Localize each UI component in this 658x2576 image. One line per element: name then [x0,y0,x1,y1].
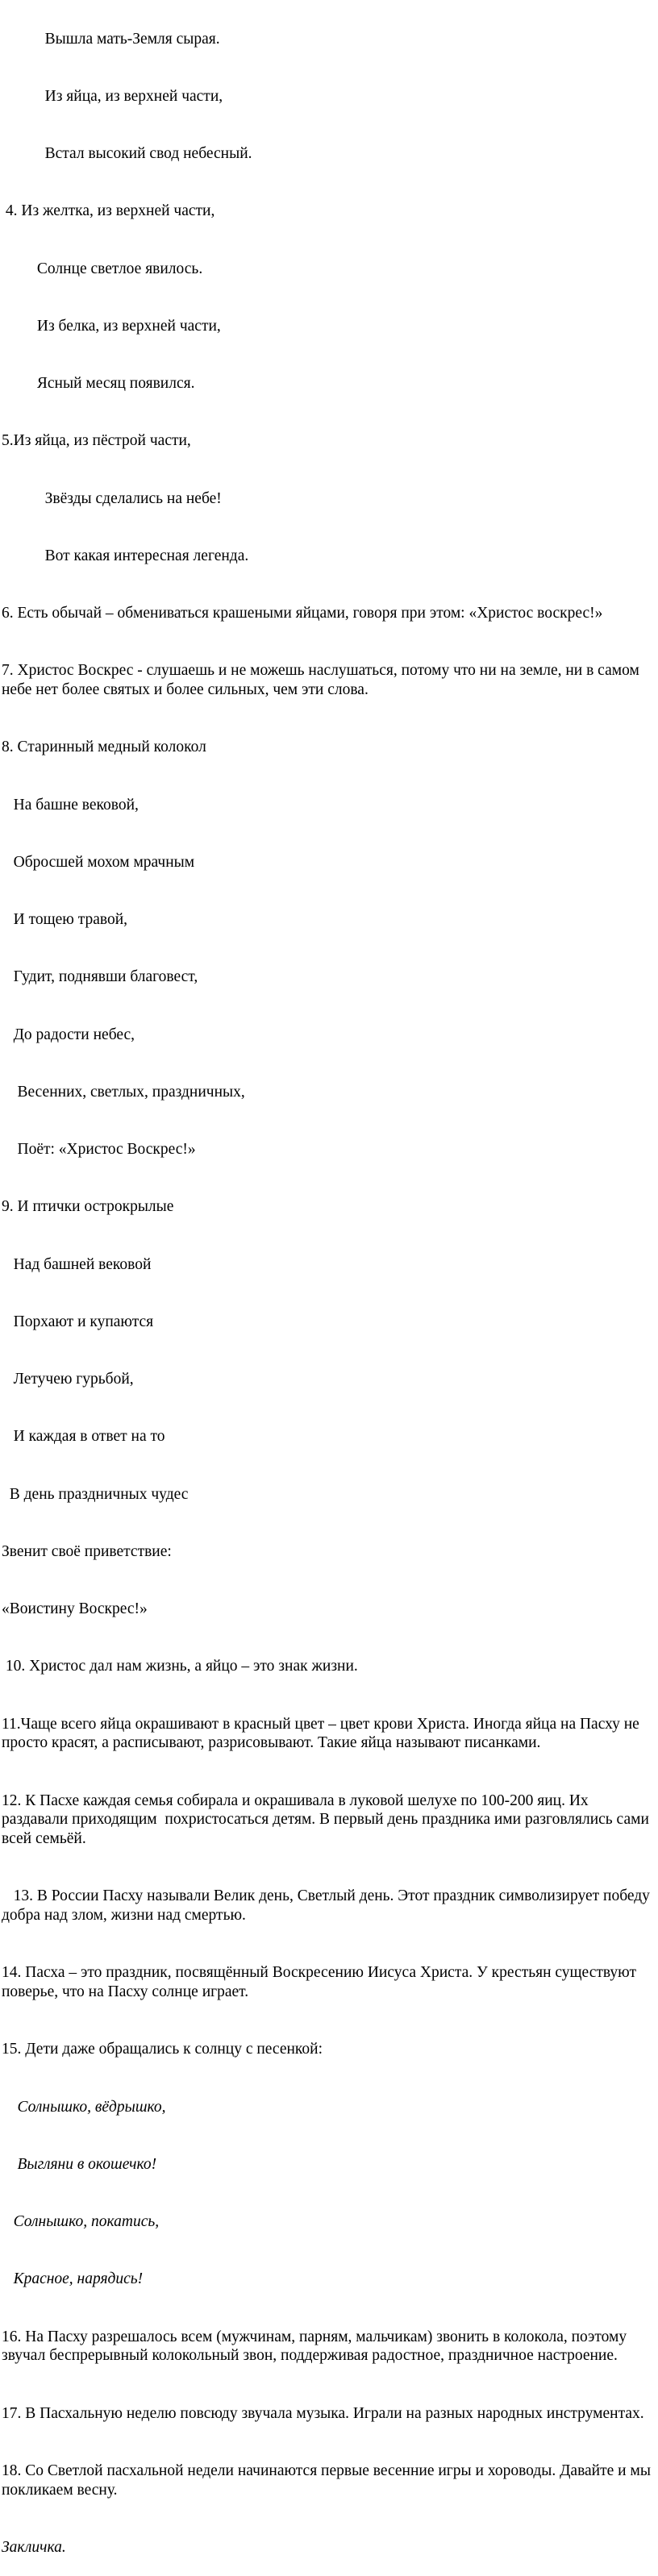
poem-line: Порхают и купаются [2,1313,154,1330]
paragraph: 7. Христос Воскрес - слушаешь и не можешь наслушаться, потому что ни на земле, ни в самом небе нет более святых и более сильных, чем эти слова. [2,662,643,698]
poem-line-numbered: 5.Из яйца, из пёстрой части, [2,432,191,450]
song-line: Выгляни в окошечко! [2,2155,157,2173]
paragraph: 11.Чаще всего яйца окрашивают в красный цвет – цвет крови Христа. Иногда яйца на Пасху не просто красят, а расписывают, разрисовывают. Такие яйца называют писанками. [2,1715,643,1752]
poem-line: Звенит своё приветствие: [2,1542,172,1560]
poem-line: «Воистину Воскрес!» [2,1600,148,1617]
poem-line: Из белка, из верхней части, [2,317,221,335]
paragraph: 12. К Пасхе каждая семья собирала и окрашивала в луковой шелухе по 100-200 яиц. Их раздавали приходящим похристосаться детям. В первый день праздника ими разговлялись сами всей семьёй. [2,1792,653,1847]
paragraph: 17. В Пасхальную неделю повсюду звучала музыка. Играли на разных народных инструментах. [2,2404,644,2422]
song-line: Красное, нарядись! [2,2270,144,2288]
song-line: Солнышко, покатись, [2,2213,160,2230]
poem-line: Из яйца, из верхней части, [2,87,223,105]
poem-line: Поёт: «Христос Воскрес!» [2,1141,196,1158]
poem-line: В день праздничных чудес [2,1485,189,1503]
paragraph: 14. Пасха – это праздник, посвящённый Воскресению Иисуса Христа. У крестьян существуют поверье, что на Пасху солнце играет. [2,1964,640,2000]
poem-line: Вот какая интересная легенда. [2,547,249,564]
section-heading: Закличка. [2,2538,66,2556]
poem-line: Встал высокий свод небесный. [2,145,252,162]
poem-line-numbered: 4. Из желтка, из верхней части, [2,202,215,220]
poem-line: На башне вековой, [2,796,139,814]
poem-line: И каждая в ответ на то [2,1428,165,1446]
poem-line: Летучею гурьбой, [2,1371,134,1388]
song-line: Солнышко, вёдрышко, [2,2098,166,2116]
poem-line: Солнце светлое явилось. [2,260,203,277]
paragraph: 16. На Пасху разрешалось всем (мужчинам, парням, мальчикам) звонить в колокола, поэтому звучал беспрерывный колокольный звон, поддерживая радостное, праздничное настроение. [2,2328,631,2365]
poem-line: До радости небес, [2,1026,135,1043]
poem-line: И тощею травой, [2,911,128,928]
paragraph: 13. В России Пасху называли Велик день, Светлый день. Этот праздник символизирует победу добра над злом, жизни над смертью. [2,1887,654,1924]
poem-line: Вышла мать-Земля сырая. [2,30,220,48]
poem-line: Ясный месяц появился. [2,375,195,392]
paragraph: 18. Со Светлой пасхальной недели начинаются первые весенние игры и хороводы. Давайте и мы покликаем весну. [2,2462,655,2499]
paragraph: 15. Дети даже обращались к солнцу с песенкой: [2,2041,323,2058]
poem-line: Весенних, светлых, праздничных, [2,1083,245,1101]
poem-line: Гудит, поднявши благовест, [2,968,198,986]
paragraph: 6. Есть обычай – обмениваться крашеными яйцами, говоря при этом: «Христос воскрес!» [2,605,603,622]
poem-line: Обросшей мохом мрачным [2,853,195,871]
poem-line: Над башней вековой [2,1255,152,1273]
poem-line-numbered: 9. И птички острокрылые [2,1198,174,1216]
poem-line: Звёзды сделались на небе! [2,489,222,507]
paragraph: 10. Христос дал нам жизнь, а яйцо – это знак жизни. [2,1658,358,1675]
poem-line-numbered: 8. Старинный медный колокол [2,739,206,756]
